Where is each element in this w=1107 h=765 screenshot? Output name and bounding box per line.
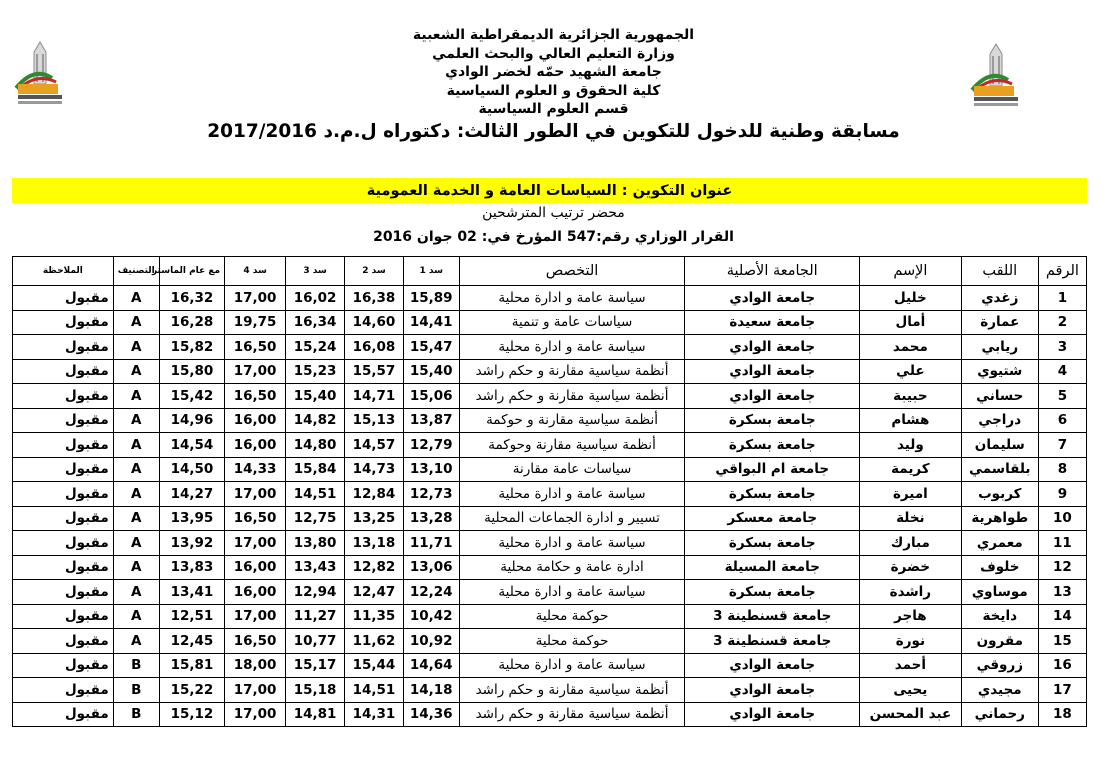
cell-prenom: يحيى [860,678,962,703]
cell-s3: 15,17 [286,653,345,678]
cell-nom: زروقي [961,653,1038,678]
cell-s2: 12,47 [345,580,404,605]
cell-s3: 15,23 [286,359,345,384]
cell-nom: بلقاسمي [961,457,1038,482]
cell-prenom: راشدة [860,580,962,605]
training-title-band [12,178,1087,203]
cell-s1: 13,28 [403,506,459,531]
cell-nom: سليمان [961,433,1038,458]
cell-s2: 14,57 [345,433,404,458]
cell-nom: ريابي [961,335,1038,360]
table-row [13,604,1087,629]
cell-nom: مجيدي [961,678,1038,703]
table-row [13,408,1087,433]
cell-specialty: سياسة عامة و ادارة محلية [459,531,685,556]
cell-obs: مقبول [13,604,114,629]
cell-num: 8 [1038,457,1086,482]
cell-s2: 15,44 [345,653,404,678]
cell-master: 15,82 [159,335,224,360]
cell-s4: 17,00 [225,359,286,384]
cell-s2: 13,18 [345,531,404,556]
cell-class: A [113,310,159,335]
cell-nom: عمارة [961,310,1038,335]
cell-s3: 15,24 [286,335,345,360]
cell-master: 12,51 [159,604,224,629]
cell-specialty: سياسات عامة مقارنة [459,457,685,482]
cell-s4: 17,00 [225,678,286,703]
document-header [0,26,1107,144]
cell-num: 16 [1038,653,1086,678]
table-row [13,457,1087,482]
cell-s4: 14,33 [225,457,286,482]
table-row [13,335,1087,360]
cell-nom: شتيوي [961,359,1038,384]
cell-s2: 16,08 [345,335,404,360]
cell-obs: مقبول [13,629,114,654]
cell-specialty: حوكمة محلية [459,604,685,629]
cell-prenom: أمال [860,310,962,335]
cell-specialty: تسيير و ادارة الجماعات المحلية [459,506,685,531]
cell-s2: 14,31 [345,702,404,727]
cell-s2: 14,73 [345,457,404,482]
cell-prenom: هاجر [860,604,962,629]
table-row [13,653,1087,678]
cell-s3: 10,77 [286,629,345,654]
cell-class: A [113,629,159,654]
cell-obs: مقبول [13,286,114,311]
table-row [13,359,1087,384]
table-row [13,555,1087,580]
cell-nom: دراجي [961,408,1038,433]
header-master: مع عام الماستر [159,257,224,286]
cell-s2: 14,71 [345,384,404,409]
header-university: الجامعة الأصلية [685,257,860,286]
table-row [13,506,1087,531]
cell-nom: حساني [961,384,1038,409]
table-row [13,531,1087,556]
cell-specialty: أنظمة سياسية مقارنة و حكم راشد [459,678,685,703]
cell-university: جامعة بسكرة [685,408,860,433]
header-num: الرقم [1038,257,1086,286]
cell-s3: 14,51 [286,482,345,507]
cell-nom: دايخة [961,604,1038,629]
cell-university: جامعة الوادي [685,359,860,384]
cell-num: 7 [1038,433,1086,458]
cell-s4: 16,50 [225,384,286,409]
cell-specialty: أنظمة سياسية مقارنة و حكم راشد [459,702,685,727]
cell-class: A [113,580,159,605]
cell-num: 11 [1038,531,1086,556]
cell-prenom: وليد [860,433,962,458]
cell-obs: مقبول [13,310,114,335]
cell-s2: 12,82 [345,555,404,580]
cell-s4: 17,00 [225,604,286,629]
cell-nom: معمري [961,531,1038,556]
cell-prenom: أحمد [860,653,962,678]
cell-prenom: اميرة [860,482,962,507]
cell-s1: 14,36 [403,702,459,727]
cell-s4: 16,00 [225,408,286,433]
cell-s4: 16,50 [225,506,286,531]
cell-master: 13,95 [159,506,224,531]
table-row [13,384,1087,409]
cell-obs: مقبول [13,506,114,531]
cell-master: 14,50 [159,457,224,482]
cell-s3: 15,84 [286,457,345,482]
cell-specialty: سياسة عامة و ادارة محلية [459,286,685,311]
cell-s3: 13,80 [286,531,345,556]
cell-num: 3 [1038,335,1086,360]
cell-obs: مقبول [13,580,114,605]
cell-master: 16,32 [159,286,224,311]
cell-s3: 11,27 [286,604,345,629]
cell-s1: 12,24 [403,580,459,605]
cell-prenom: هشام [860,408,962,433]
table-row [13,702,1087,727]
cell-university: جامعة الوادي [685,286,860,311]
cell-master: 15,80 [159,359,224,384]
cell-class: A [113,286,159,311]
cell-s3: 15,40 [286,384,345,409]
table-row [13,286,1087,311]
cell-num: 4 [1038,359,1086,384]
cell-master: 16,28 [159,310,224,335]
cell-prenom: كريمة [860,457,962,482]
cell-s3: 12,75 [286,506,345,531]
cell-specialty: ادارة عامة و حكامة محلية [459,555,685,580]
cell-university: جامعة بسكرة [685,482,860,507]
cell-s1: 14,64 [403,653,459,678]
cell-nom: خلوف [961,555,1038,580]
cell-university: جامعة معسكر [685,506,860,531]
cell-university: جامعة الوادي [685,653,860,678]
cell-prenom: نخلة [860,506,962,531]
training-title: عنوان التكوين : السياسات العامة و الخدمة العمومية [366,182,733,199]
cell-obs: مقبول [13,678,114,703]
cell-specialty: أنظمة سياسية مقارنة و حوكمة [459,408,685,433]
cell-s1: 15,47 [403,335,459,360]
cell-s1: 14,41 [403,310,459,335]
cell-s2: 14,60 [345,310,404,335]
cell-s2: 11,62 [345,629,404,654]
cell-prenom: عبد المحسن [860,702,962,727]
cell-obs: مقبول [13,653,114,678]
header-s2: سد 2 [345,257,404,286]
cell-university: جامعة المسيلة [685,555,860,580]
cell-s2: 13,25 [345,506,404,531]
cell-nom: زغدي [961,286,1038,311]
header-s3: سد 3 [286,257,345,286]
cell-university: جامعة بسكرة [685,433,860,458]
cell-s1: 11,71 [403,531,459,556]
header-specialty: التخصص [459,257,685,286]
cell-s2: 14,51 [345,678,404,703]
cell-obs: مقبول [13,702,114,727]
cell-class: A [113,335,159,360]
cell-prenom: حبيبة [860,384,962,409]
table-header-row [13,257,1087,286]
cell-s1: 10,42 [403,604,459,629]
cell-nom: طواهرية [961,506,1038,531]
cell-num: 9 [1038,482,1086,507]
cell-master: 13,41 [159,580,224,605]
cell-university: جامعة سعيدة [685,310,860,335]
cell-university: جامعة الوادي [685,678,860,703]
university-name: جامعة الشهيد حمّه لخضر الوادي [445,64,662,80]
department-name: قسم العلوم السياسية [478,101,629,117]
cell-num: 14 [1038,604,1086,629]
cell-specialty: حوكمة محلية [459,629,685,654]
cell-s1: 10,92 [403,629,459,654]
minutes-label: محضر ترتيب المترشحين [482,205,625,221]
cell-num: 10 [1038,506,1086,531]
cell-specialty: أنظمة سياسية مقارنة و حكم راشد [459,359,685,384]
cell-class: A [113,482,159,507]
cell-master: 13,83 [159,555,224,580]
cell-num: 2 [1038,310,1086,335]
cell-nom: رحماني [961,702,1038,727]
cell-class: A [113,604,159,629]
cell-master: 13,92 [159,531,224,556]
cell-university: جامعة بسكرة [685,580,860,605]
cell-num: 15 [1038,629,1086,654]
cell-s3: 14,82 [286,408,345,433]
country-name: الجمهورية الجزائرية الديمقراطية الشعبية [412,27,695,43]
cell-university: جامعة قسنطينة 3 [685,604,860,629]
cell-s3: 15,18 [286,678,345,703]
cell-s4: 16,00 [225,433,286,458]
cell-num: 1 [1038,286,1086,311]
cell-num: 12 [1038,555,1086,580]
cell-num: 13 [1038,580,1086,605]
cell-nom: مقرون [961,629,1038,654]
cell-s1: 13,87 [403,408,459,433]
cell-s3: 16,34 [286,310,345,335]
cell-s1: 12,79 [403,433,459,458]
faculty-name: كلية الحقوق و العلوم السياسية [446,82,661,99]
cell-s4: 16,50 [225,335,286,360]
cell-specialty: سياسة عامة و ادارة محلية [459,580,685,605]
header-nom: اللقب [961,257,1038,286]
cell-s2: 12,84 [345,482,404,507]
cell-s4: 17,00 [225,482,286,507]
cell-class: A [113,506,159,531]
cell-s4: 17,00 [225,702,286,727]
header-class: التصنيف [113,257,159,286]
cell-class: B [113,653,159,678]
ministerial-decision: القرار الوزاري رقم:547 المؤرخ في: 02 جوان 2016 [373,229,734,245]
cell-s2: 11,35 [345,604,404,629]
cell-master: 14,96 [159,408,224,433]
cell-specialty: أنظمة سياسية مقارنة و حكم راشد [459,384,685,409]
document-title: مسابقة وطنية للدخول للتكوين في الطور الثالث: دكتوراه ل.م.د 2017/2016 [207,120,900,142]
cell-s4: 16,00 [225,580,286,605]
cell-class: A [113,384,159,409]
cell-master: 12,45 [159,629,224,654]
table-row [13,629,1087,654]
header-s1: سد 1 [403,257,459,286]
cell-class: B [113,702,159,727]
cell-specialty: سياسات عامة و تنمية [459,310,685,335]
cell-master: 15,22 [159,678,224,703]
cell-prenom: علي [860,359,962,384]
cell-prenom: محمد [860,335,962,360]
cell-master: 14,54 [159,433,224,458]
table-row [13,580,1087,605]
cell-university: جامعة ام البواقي [685,457,860,482]
cell-obs: مقبول [13,433,114,458]
header-prenom: الإسم [860,257,962,286]
cell-university: جامعة قسنطينة 3 [685,629,860,654]
cell-obs: مقبول [13,482,114,507]
cell-master: 15,12 [159,702,224,727]
cell-s4: 17,00 [225,531,286,556]
cell-university: جامعة الوادي [685,335,860,360]
cell-prenom: خليل [860,286,962,311]
cell-master: 14,27 [159,482,224,507]
cell-specialty: سياسة عامة و ادارة محلية [459,335,685,360]
cell-s1: 12,73 [403,482,459,507]
cell-s4: 17,00 [225,286,286,311]
ministry-name: وزارة التعليم العالي والبحث العلمي [432,45,675,62]
cell-class: A [113,359,159,384]
cell-nom: كربوب [961,482,1038,507]
cell-class: A [113,408,159,433]
cell-s4: 18,00 [225,653,286,678]
cell-class: A [113,531,159,556]
cell-num: 18 [1038,702,1086,727]
table-body [13,286,1087,727]
cell-s3: 12,94 [286,580,345,605]
cell-specialty: أنظمة سياسية مقارنة وحوكمة [459,433,685,458]
cell-obs: مقبول [13,384,114,409]
cell-prenom: نورة [860,629,962,654]
table-row [13,482,1087,507]
cell-s1: 13,06 [403,555,459,580]
cell-s3: 14,80 [286,433,345,458]
cell-s1: 15,89 [403,286,459,311]
cell-nom: موساوي [961,580,1038,605]
cell-s4: 19,75 [225,310,286,335]
cell-master: 15,81 [159,653,224,678]
cell-class: A [113,555,159,580]
header-s4: سد 4 [225,257,286,286]
cell-s1: 14,18 [403,678,459,703]
cell-obs: مقبول [13,531,114,556]
cell-class: A [113,457,159,482]
cell-specialty: سياسة عامة و ادارة محلية [459,482,685,507]
cell-s4: 16,00 [225,555,286,580]
cell-prenom: مبارك [860,531,962,556]
cell-obs: مقبول [13,457,114,482]
cell-num: 17 [1038,678,1086,703]
cell-university: جامعة بسكرة [685,531,860,556]
cell-obs: مقبول [13,335,114,360]
cell-s3: 13,43 [286,555,345,580]
table-row [13,678,1087,703]
cell-s2: 15,13 [345,408,404,433]
cell-obs: مقبول [13,555,114,580]
cell-specialty: سياسة عامة و ادارة محلية [459,653,685,678]
candidates-table [12,256,1087,727]
cell-s1: 15,06 [403,384,459,409]
cell-class: B [113,678,159,703]
cell-obs: مقبول [13,359,114,384]
cell-prenom: خضرة [860,555,962,580]
table-row [13,433,1087,458]
cell-s3: 14,81 [286,702,345,727]
cell-s1: 15,40 [403,359,459,384]
cell-s2: 16,38 [345,286,404,311]
cell-num: 6 [1038,408,1086,433]
cell-university: جامعة الوادي [685,702,860,727]
cell-master: 15,42 [159,384,224,409]
cell-class: A [113,433,159,458]
cell-obs: مقبول [13,408,114,433]
cell-s4: 16,50 [225,629,286,654]
cell-s2: 15,57 [345,359,404,384]
cell-s3: 16,02 [286,286,345,311]
header-obs: الملاحظة [13,257,114,286]
cell-num: 5 [1038,384,1086,409]
cell-s1: 13,10 [403,457,459,482]
table-row [13,310,1087,335]
cell-university: جامعة الوادي [685,384,860,409]
